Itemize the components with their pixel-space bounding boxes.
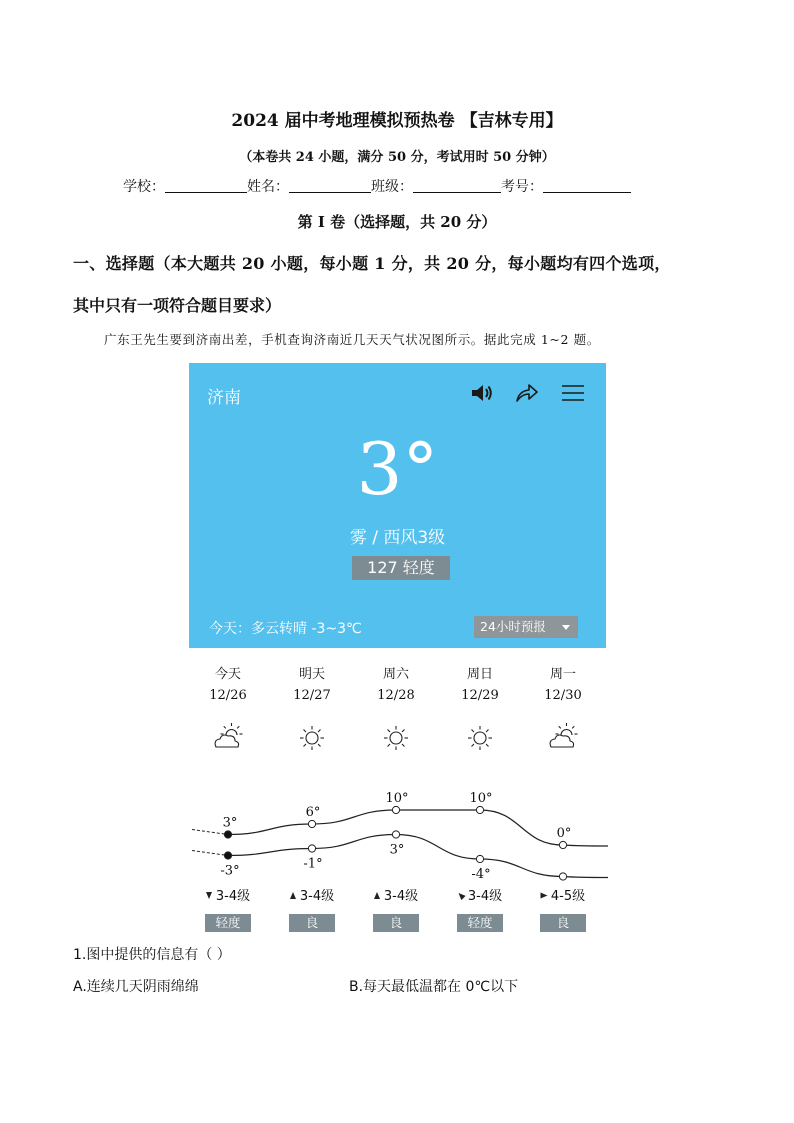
- high-temp-point: [224, 831, 231, 838]
- high-temp-point: [308, 820, 315, 827]
- wind-direction-arrow-icon: [374, 892, 380, 899]
- section-title: 第 I 卷（选择题，共 20 分）: [297, 213, 497, 231]
- high-temp-data-label: 10°: [469, 791, 493, 806]
- question-intro: 广东王先生要到济南出差，手机查询济南近几天天气状况图所示。据此完成 1~2 题。: [104, 332, 600, 347]
- forecast-day-date: 12/29: [461, 688, 499, 703]
- low-temp-point: [559, 873, 566, 880]
- high-temp-point: [392, 806, 399, 813]
- high-temp-data-label: 6°: [305, 805, 321, 820]
- wind-direction-arrow-icon: [206, 892, 212, 899]
- wind-direction-arrow-icon: [540, 893, 547, 899]
- today-summary: 今天：多云转晴 -3~3℃: [209, 621, 362, 637]
- weather-card: [189, 363, 606, 648]
- forecast-day-date: 12/30: [544, 688, 582, 703]
- daily-forecast: [180, 655, 610, 940]
- low-temp-point: [476, 855, 483, 862]
- forecast-aqi-badge: 轻度: [457, 914, 503, 932]
- student-info-line: [123, 176, 631, 196]
- low-temp-line: [228, 835, 608, 878]
- forecast-day-date: 12/28: [377, 688, 415, 703]
- current-temperature: 3°: [356, 427, 439, 511]
- forecast-aqi-badge: 轻度: [205, 914, 251, 932]
- wind-level: 3-4级: [299, 889, 335, 904]
- forecast-aqi-cell: [356, 912, 436, 932]
- school-label: 学校：: [123, 179, 165, 195]
- low-temp-data-label: 3°: [389, 842, 405, 858]
- exam-number-label: 考号：: [501, 179, 543, 195]
- forecast-day-name: 今天: [214, 667, 241, 682]
- forecast-day-date: 12/27: [293, 688, 331, 703]
- partly-cloudy-icon: [550, 723, 577, 747]
- partly-cloudy-icon: [215, 723, 242, 747]
- forecast-aqi-badge: 良: [289, 914, 335, 932]
- question-1-option-a[interactable]: A.连续几天阴雨绵绵: [73, 979, 199, 995]
- wind-level: 4-5级: [550, 889, 586, 904]
- low-temp-point: [392, 831, 399, 838]
- menu-icon[interactable]: [560, 380, 586, 406]
- current-condition: 雾 / 西风3级: [349, 528, 446, 548]
- forecast-aqi-badge: 良: [373, 914, 419, 932]
- class-label: 班级：: [371, 179, 413, 195]
- name-label: 姓名：: [247, 179, 289, 195]
- question-heading-line-2: 其中只有一项符合题目要求）: [73, 296, 282, 315]
- exam-number-blank[interactable]: [543, 178, 631, 193]
- forecast-wind: [188, 885, 268, 904]
- forecast-aqi-cell: [188, 912, 268, 932]
- forecast-wind: [523, 885, 603, 904]
- exam-title: 2024 届中考地理模拟预热卷 【吉林专用】: [231, 111, 563, 131]
- sun-icon: [384, 726, 408, 750]
- high-temp-data-label: 10°: [385, 791, 409, 806]
- sun-icon: [468, 726, 492, 750]
- city-name: 济南: [207, 388, 241, 408]
- school-blank[interactable]: [165, 178, 247, 193]
- forecast-aqi-cell: [272, 912, 352, 932]
- forecast-aqi-cell: [440, 912, 520, 932]
- forecast-day-date: 12/26: [209, 688, 247, 703]
- low-temp-data-label: -3°: [220, 863, 240, 879]
- forecast-day-name: 周一: [549, 667, 576, 682]
- question-1-option-b[interactable]: B.每天最低温都在 0℃以下: [349, 979, 519, 995]
- high-temp-data-label: 0°: [556, 826, 572, 841]
- low-temp-data-label: -1°: [303, 856, 323, 872]
- low-temp-data-label: -4°: [471, 867, 491, 882]
- class-blank[interactable]: [413, 178, 501, 193]
- exam-subtitle: （本卷共 24 小题，满分 50 分，考试用时 50 分钟）: [239, 150, 555, 165]
- chevron-down-icon: [562, 625, 570, 630]
- sun-icon: [300, 726, 324, 750]
- high-temp-point: [559, 841, 566, 848]
- name-blank[interactable]: [289, 178, 371, 193]
- wind-direction-arrow-icon: [290, 892, 296, 899]
- forecast-day-name: 明天: [298, 667, 325, 682]
- forecast-aqi-cell: [523, 912, 603, 932]
- forecast-wind: [440, 885, 520, 904]
- forecast-wind: [356, 885, 436, 904]
- high-temp-line: [228, 810, 608, 846]
- low-temp-point: [224, 852, 231, 859]
- share-icon[interactable]: [514, 380, 540, 406]
- forecast-day-name: 周日: [466, 667, 493, 682]
- high-temp-data-label: 3°: [222, 815, 238, 831]
- wind-level: 3-4级: [383, 889, 419, 904]
- current-aqi-badge: 127 轻度: [352, 556, 450, 580]
- hourly-forecast-dropdown[interactable]: [474, 616, 578, 638]
- low-temp-point: [308, 845, 315, 852]
- question-heading-line-1: 一、选择题（本大题共 20 小题，每小题 1 分，共 20 分，每小题均有四个选项，: [73, 254, 671, 273]
- forecast-day-name: 周六: [382, 667, 409, 682]
- hourly-forecast-label: 24小时预报: [480, 619, 546, 634]
- question-1: 1.图中提供的信息有（ ）: [73, 947, 231, 963]
- forecast-aqi-badge: 良: [540, 914, 586, 932]
- speaker-icon[interactable]: [469, 380, 495, 406]
- wind-level: 3-4级: [215, 889, 251, 904]
- low-temp-lead-in: [192, 851, 228, 856]
- wind-level: 3-4级: [467, 889, 503, 904]
- high-temp-point: [476, 806, 483, 813]
- wind-direction-arrow-icon: [456, 891, 465, 900]
- forecast-wind: [272, 885, 352, 904]
